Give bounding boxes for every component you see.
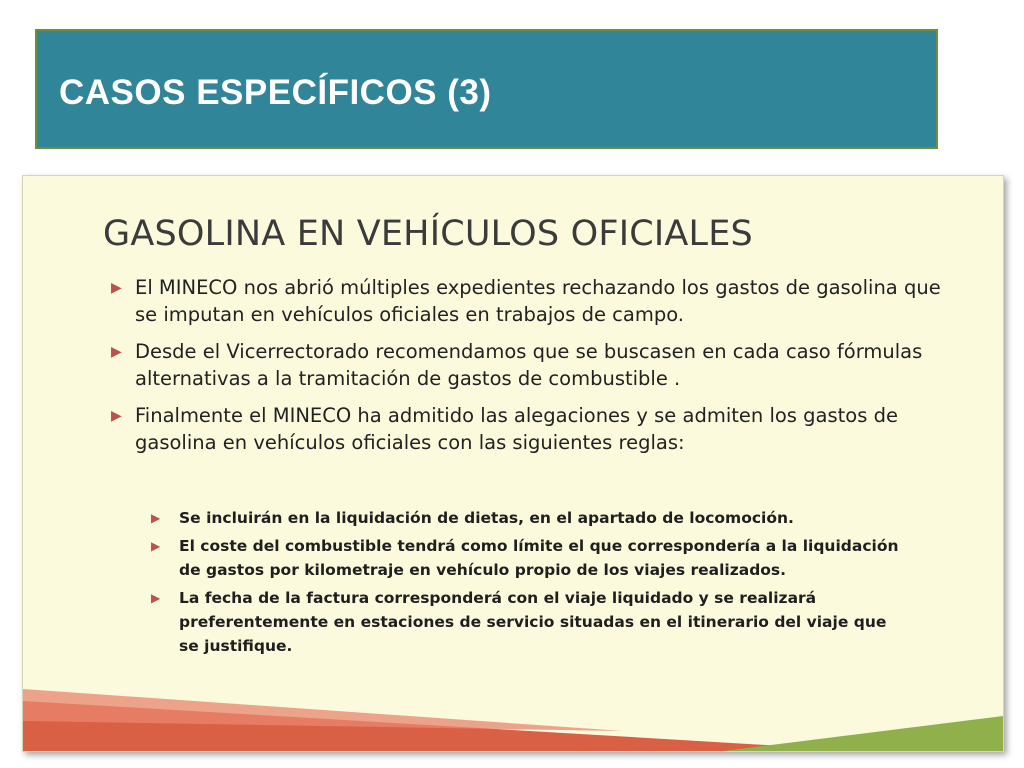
triangle-right-icon: ▶	[151, 591, 161, 605]
bullet-item	[111, 402, 951, 456]
title-bar	[35, 29, 938, 149]
green-wave-shape	[723, 716, 1003, 751]
triangle-right-icon: ▶	[111, 344, 122, 360]
slide-heading: GASOLINA EN VEHÍCULOS OFICIALES	[103, 214, 753, 254]
sub-bullet-list	[151, 506, 911, 662]
sub-bullet-item	[151, 506, 911, 530]
bullet-text: Desde el Vicerrectorado recomendamos que se buscasen en cada caso fórmulas alternativas a la tramitación de gastos de combustible .	[135, 340, 923, 390]
bullet-text: Finalmente el MINECO ha admitido las alegaciones y se admiten los gastos de gasolina en vehículos oficiales con las siguientes reglas:	[135, 404, 898, 454]
page-title: CASOS ESPECÍFICOS (3)	[59, 73, 492, 112]
decorative-wave	[23, 661, 1003, 751]
triangle-right-icon: ▶	[111, 408, 122, 424]
sub-bullet-text: Se incluirán en la liquidación de dietas, en el apartado de locomoción.	[179, 509, 794, 527]
sub-bullet-text: El coste del combustible tendrá como límite el que correspondería a la liquidación de gastos por kilometraje en vehículo propio de los viajes realizados.	[179, 537, 899, 579]
triangle-right-icon: ▶	[111, 280, 122, 296]
bullet-list	[111, 274, 951, 466]
bullet-text: El MINECO nos abrió múltiples expedientes rechazando los gastos de gasolina que se imputan en vehículos oficiales en trabajos de campo.	[135, 276, 941, 326]
sub-bullet-item	[151, 586, 911, 658]
sub-bullet-item	[151, 534, 911, 582]
bullet-item	[111, 274, 951, 328]
triangle-right-icon: ▶	[151, 511, 161, 525]
bullet-item	[111, 338, 951, 392]
sub-bullet-text: La fecha de la factura corresponderá con el viaje liquidado y se realizará preferentemente en estaciones de servicio situadas en el itinerario del viaje que se justifique.	[179, 589, 887, 655]
slide-content	[22, 175, 1004, 752]
triangle-right-icon: ▶	[151, 539, 161, 553]
